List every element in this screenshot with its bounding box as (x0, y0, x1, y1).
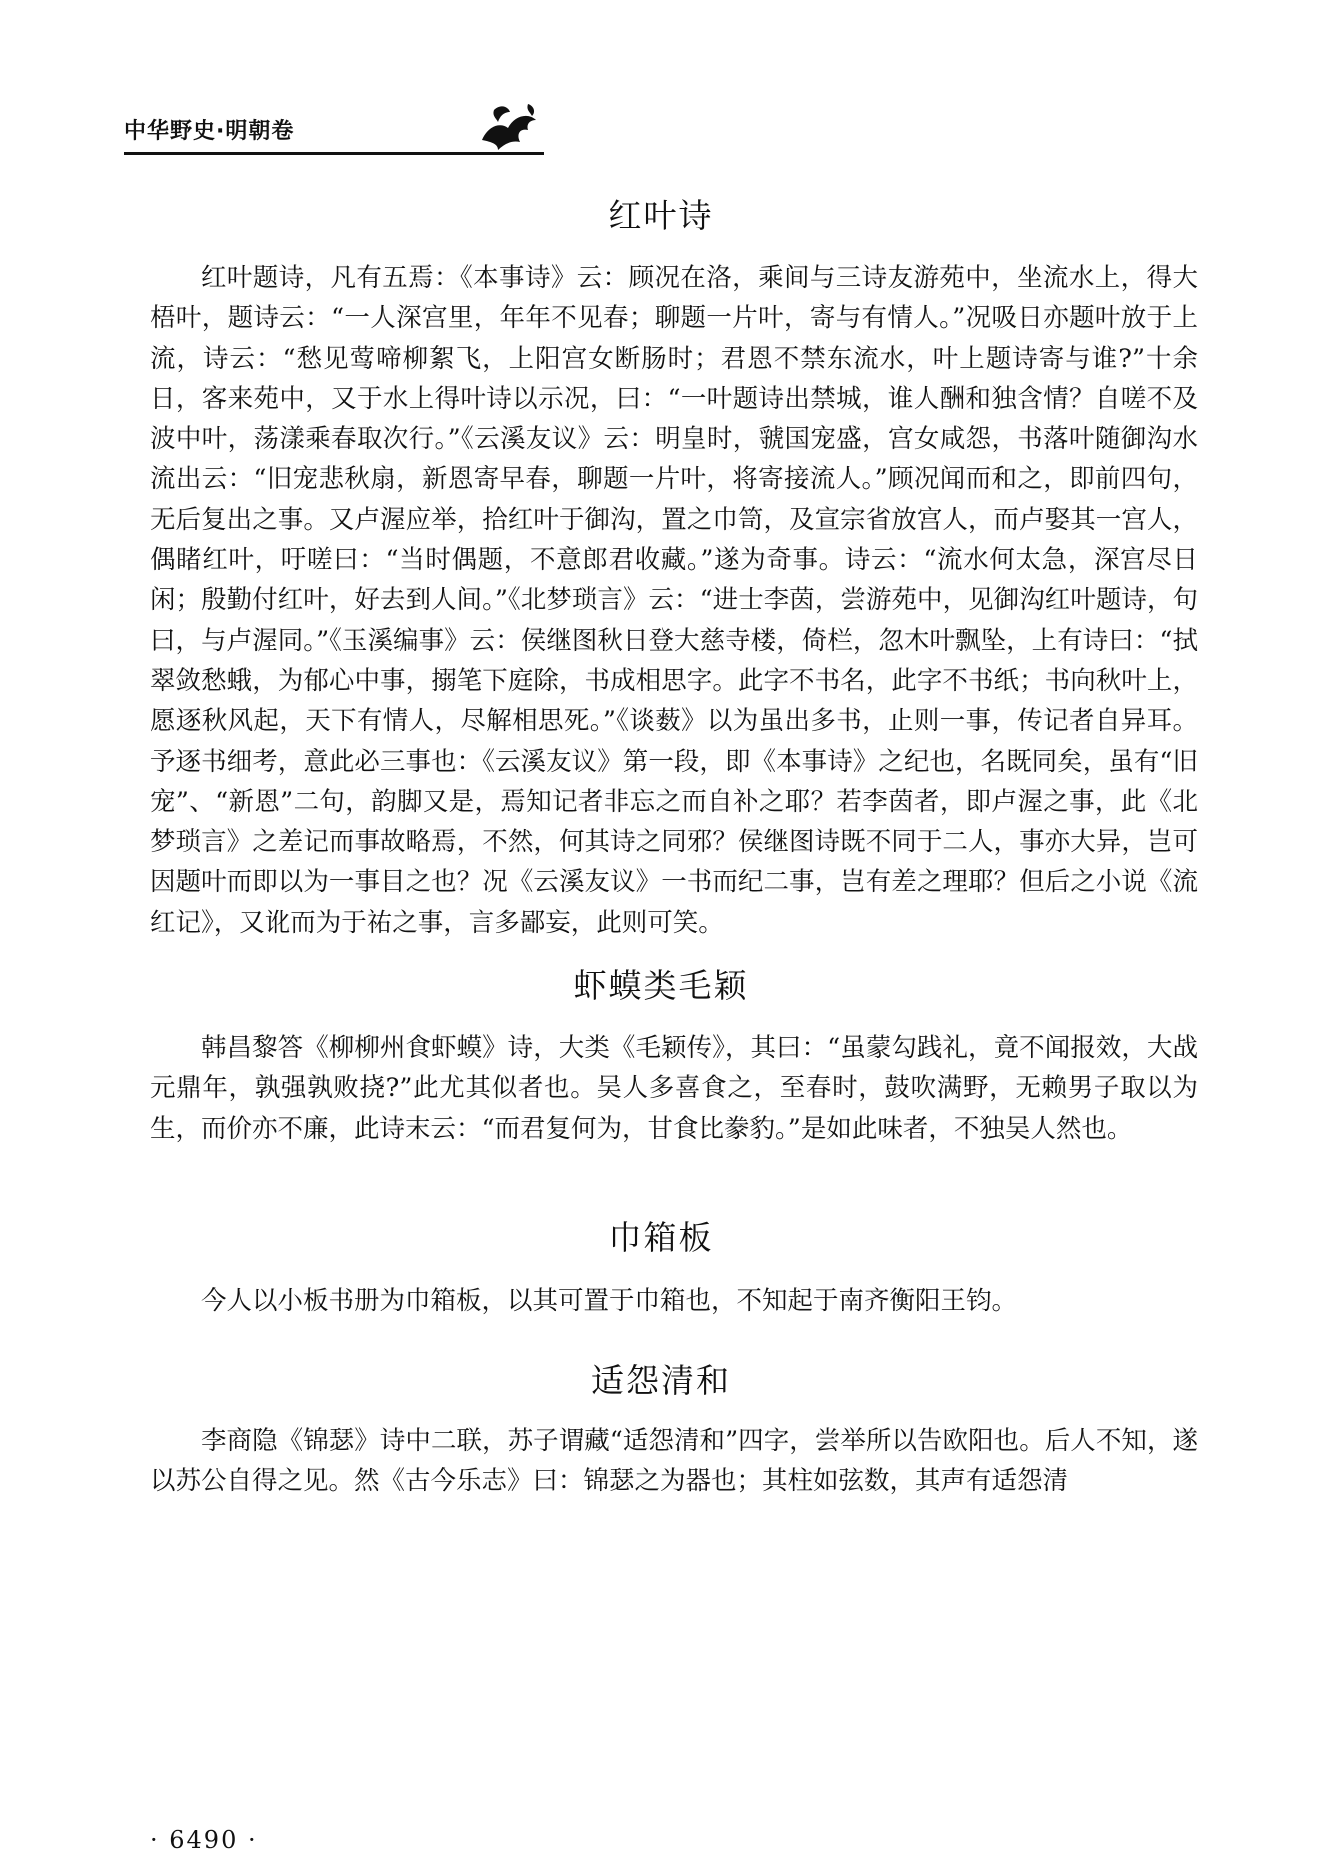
paragraph: 韩昌黎答《柳柳州食虾蟆》诗，大类《毛颖传》，其曰：“虽蒙勾践礼，竟不闻报效，大战元鼎年，孰强孰败挠?”此尤其似者也。吴人多喜食之，至春时，鼓吹满野，无赖男子取以为生，而价亦不廉，此诗末云：“而君复何为，甘食比豢豹。”是如此味者，不独吴人然也。 (150, 1033, 1198, 1144)
paragraph: 红叶题诗，凡有五焉：《本事诗》云：顾况在洛，乘间与三诗友游苑中，坐流水上，得大梧叶，题诗云：“一人深宫里，年年不见春；聊题一片叶，寄与有情人。”况吸日亦题叶放于上流，诗云：“愁见莺啼柳絮飞，上阳宫女断肠时；君恩不禁东流水，叶上题诗寄与谁?”十余日，客来苑中，又于水上得叶诗以示况，曰：“一叶题诗出禁城，谁人酬和独含情？自嗟不及波中叶，荡漾乘春取次行。”《云溪友议》云：明皇时，虢国宠盛，宫女咸怨，书落叶随御沟水流出云：“旧宠悲秋扇，新恩寄早春，聊题一片叶，将寄接流人。”顾况闻而和之，即前四句，无后复出之事。又卢渥应举，拾红叶于御沟，置之巾笥，及宣宗省放宫人，而卢娶其一宫人，偶睹红叶，吁嗟曰：“当时偶题，不意郎君收藏。”遂为奇事。诗云：“流水何太急，深宫尽日闲；殷勤付红叶，好去到人间。”《北梦琐言》云：“进士李茵，尝游苑中，见御沟红叶题诗，句曰，与卢渥同。”《玉溪编事》云：侯继图秋日登大慈寺楼，倚栏，忽木叶飘坠，上有诗曰：“拭翠敛愁蛾，为郁心中事，搦笔下庭除，书成相思字。此字不书名，此字不书纸；书向秋叶上，愿逐秋风起，天下有情人，尽解相思死。”《谈薮》以为虽出多书，止则一事，传记者自异耳。予逐书细考，意此必三事也：《云溪友议》第一段，即《本事诗》之纪也，名既同矣，虽有“旧宠”、“新恩”二句，韵脚又是，焉知记者非忘之而自补之耶？若李茵者，即卢渥之事，此《北梦琐言》之差记而事故略焉，不然，何其诗之同邪？侯继图诗既不同于二人，事亦大异，岂可因题叶而即以为一事目之也？况《云溪友议》一书而纪二事，岂有差之理耶？但后之小说《流红记》，又讹而为于祐之事，言多鄙妄，此则可笑。 (150, 263, 1198, 938)
dragon-emblem-icon (474, 100, 544, 155)
page-number: · 6490 · (150, 1826, 258, 1854)
paragraph: 李商隐《锦瑟》诗中二联，苏子谓藏“适怨清和”四字，尝举所以告欧阳也。后人不知，遂以苏公自得之见。然《古今乐志》曰：锦瑟之为器也；其柱如弦数，其声有适怨清 (150, 1426, 1198, 1497)
section-title-jinxiang: 巾箱板 (608, 1218, 714, 1257)
paragraph: 今人以小板书册为巾箱板，以其可置于巾箱也，不知起于南齐衡阳王钧。 (201, 1286, 1018, 1316)
book-title: 中华野史·明朝卷 (124, 119, 295, 144)
running-header (124, 100, 544, 158)
section-title-hongye: 红叶诗 (608, 196, 714, 235)
section-body-xiama (150, 1028, 1198, 1149)
section-body-hongye (150, 258, 1198, 943)
section-title-xiama: 虾蟆类毛颖 (573, 966, 749, 1005)
section-body-jinxiang (150, 1281, 1198, 1321)
header-rule (124, 152, 544, 155)
section-title-shiyuan: 适怨清和 (591, 1361, 731, 1400)
section-body-shiyuan (150, 1421, 1198, 1502)
